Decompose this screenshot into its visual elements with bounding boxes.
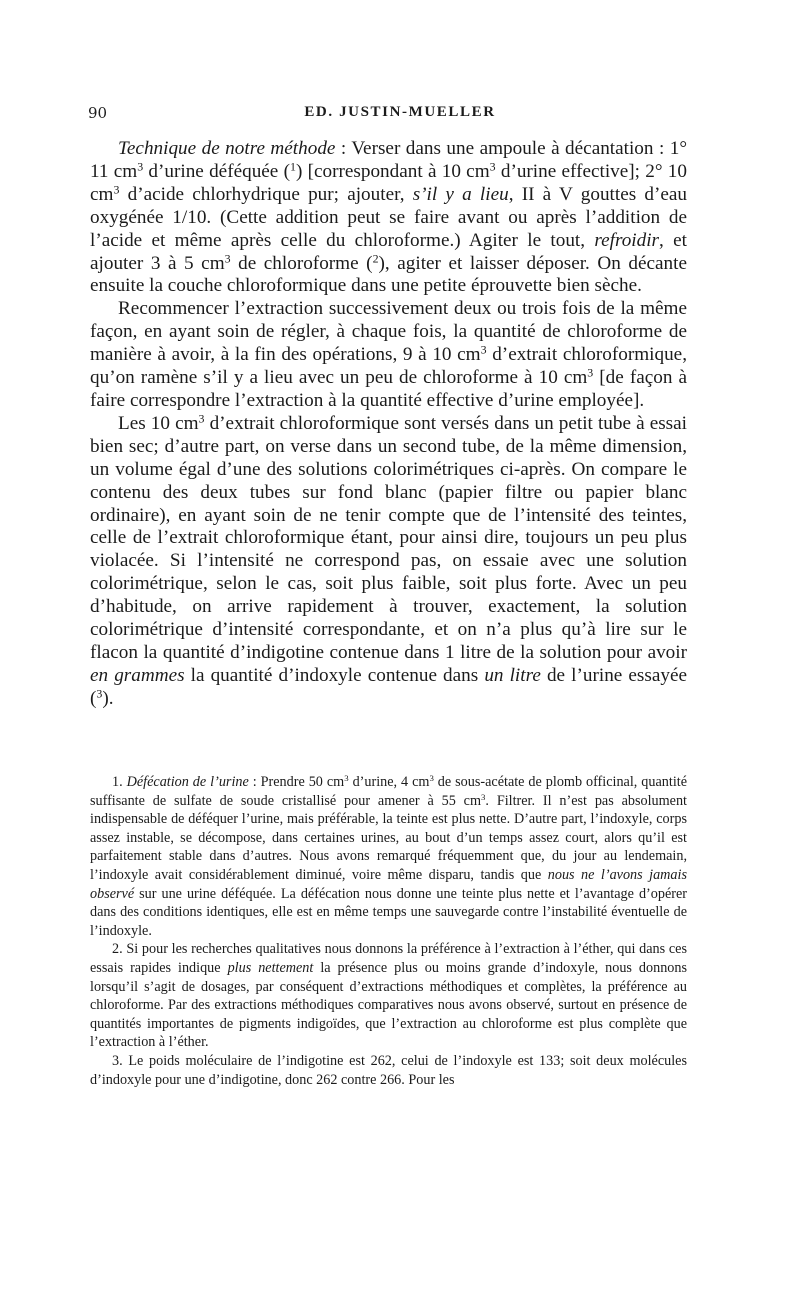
running-title: ED. JUSTIN-MUELLER	[304, 104, 496, 120]
section-label: Technique de notre méthode	[118, 138, 336, 159]
footnote-1: 1. Défécation de l’urine : Prendre 50 $cm^3$ d’urine, 4 $cm^3$ de sous-acétate de plomb officinal, quantité suffisante de sulfate de soude cristallisé pour amener à 55 $cm^3$. Filtrer. Il n’est pas absolument indispensable de déféquer l’urine, mais préférable, la teinte est plus nette. D’autre part, l’indoxyle, corps assez instable, se décompose, dans certaines urines, au bout d’un temps assez court, alors qu’il est parfaitement stable dans d’autres. Nous avons remarqué fréquemment que, du jour au lendemain, l’indoxyle avait considérablement diminué, voire même disparu, tandis que nous ne l’avons jamais observé sur une urine déféquée. La défécation nous donne une teinte plus nette et l’avantage d’opérer dans des conditions identiques, elle est en même temps une sauvegarde contre l’instabilité éventuelle de l’indoxyle.	[90, 773, 688, 939]
footnote-ref-3: 3	[96, 686, 103, 701]
paragraph-comparison: Les 10 $cm^3$ d’extrait chloroformique sont versés dans un petit tube à essai bien sec; d’autre part, on verse dans un second tube, de la même dimension, un volume égal d’une des solutions colorimétriques ci-après. On compare le contenu des deux tubes sur fond blanc (papier filtre ou papier blanc ordinaire), en ayant soin de ne tenir compte que de l’intensité des teintes, celle de l’extrait chloroformique étant, pour ainsi dire, toujours un peu plus violacée. Si l’intensité ne correspond pas, on essaie avec une solution colorimétrique, selon le cas, soit plus faible, soit plus forte. Avec un peu d’habitude, on arrive rapidement à trouver, exactement, la solution colorimétrique d’intensité correspondante, et on n’a plus qu’à lire sur le flacon la quantité d’indigotine contenue dans 1 litre de la solution pour avoir en grammes la quantité d’indoxyle contenue dans un litre de l’urine essayée ($^3$).	[90, 411, 687, 709]
page-number: 90	[88, 104, 108, 122]
footnotes	[90, 773, 687, 1089]
footnote-3: 3. Le poids moléculaire de l’indigotine est 262, celui de l’indoxyle est 133; soit deux molécules d’indoxyle pour une d’indigotine, donc 262 contre 266. Pour les	[90, 1052, 687, 1088]
paragraph-technique: Technique de notre méthode : Verser dans une ampoule à décantation : 1° 11 $cm^3$ d’urine déféquée ($^1$) [correspondant à 10 $cm^3$ d’urine effective]; 2° 10 $cm^3$ d’acide chlorhydrique pur; ajouter, s’il y a lieu, II à V gouttes d’eau oxygénée 1/10. (Cette addition peut se faire avant ou après l’addition de l’acide et même après celle du chloroforme.) Agiter le tout, refroidir, et ajouter 3 à 5 $cm^3$ de chloroforme ($^2$), agiter et laisser déposer. On décante ensuite la couche chloroformique dans une petite éprouvette bien sèche.	[90, 138, 687, 297]
paragraph-extraction: Recommencer l’extraction successivement deux ou trois fois de la même façon, en ayant soin de régler, à chaque fois, la quantité de chloroforme de manière à avoir, à la fin des opérations, 9 à 10 $cm^3$ d’extrait chloroformique, qu’on ramène s’il y a lieu avec un peu de chloroforme à 10 $cm^3$ [de façon à faire correspondre l’extraction à la quantité effective d’urine employée].	[90, 298, 687, 411]
footnote-ref-2: 2	[372, 250, 379, 265]
footnote-2: 2. Si pour les recherches qualitatives nous donnons la préférence à l’extraction à l’éther, qui dans ces essais rapides indique plus nettement la présence plus ou moins grande d’indoxyle, nous donnons lorsqu’il s’agit de dosages, par conséquent d’extractions méthodiques et complètes, la préférence au chloroforme. Par des extractions méthodiques comparatives nous avons observé, surtout en présence de quantités importantes de pigments indigoïdes, que l’extraction au chloroforme est plus complète que l’extraction à l’éther.	[90, 941, 688, 1051]
footnote-ref-1: 1	[289, 159, 296, 174]
main-text	[90, 138, 687, 711]
